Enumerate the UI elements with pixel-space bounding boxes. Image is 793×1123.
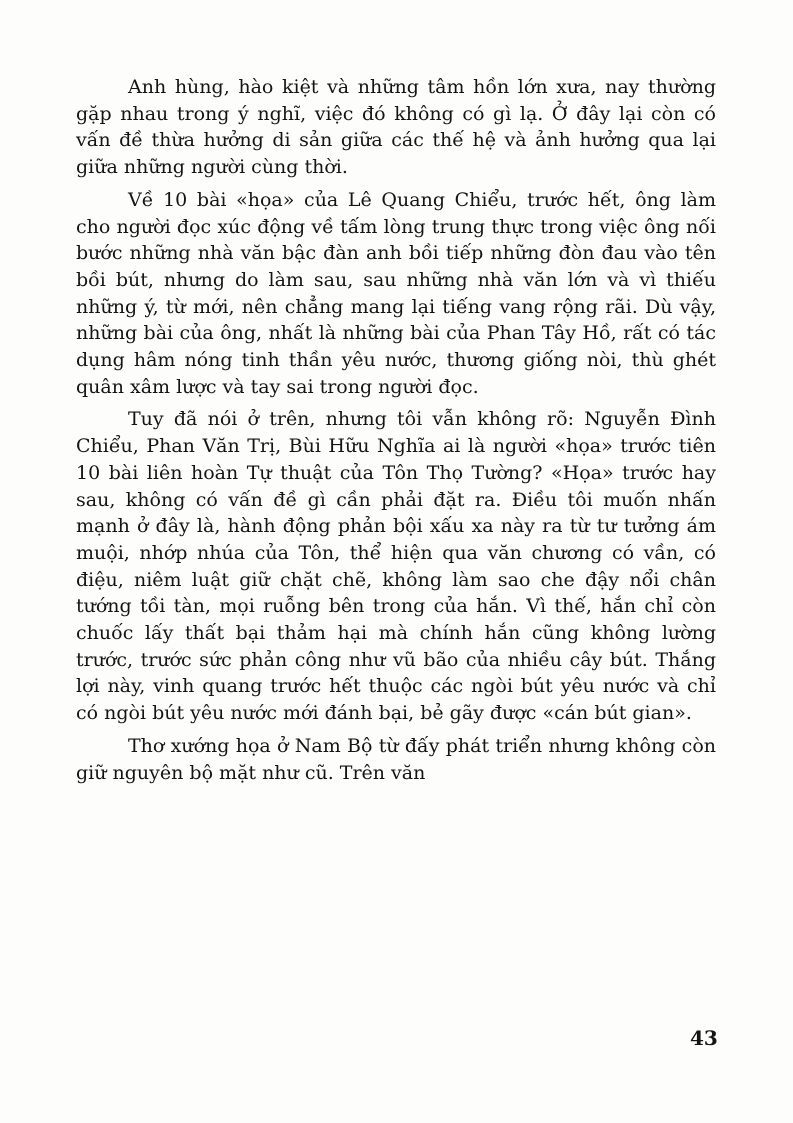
paragraph-3: Tuy đã nói ở trên, nhưng tôi vẫn không rõ: Nguyễn Đình Chiểu, Phan Văn Trị, Bùi Hữu Nghĩa ai là người «họa» trước tiên 10 bài liên hoàn Tự thuật của Tôn Thọ Tường? «Họa» trước hay sau, không có vấn đề gì cần phải đặt ra. Điều tôi muốn nhấn mạnh ở đây là, hành động phản bội xấu xa này ra từ tư tưởng ám muội, nhớp nhúa của Tôn, thể hiện qua văn chương có vần, có điệu, niêm luật giữ chặt chẽ, không làm sao che đậy nổi chân tướng tồi tàn, mọi ruỗng bên trong của hắn. Vì thế, hắn chỉ còn chuốc lấy thất bại thảm hại mà chính hắn cũng không lường trước, trước sức phản công như vũ bão của nhiều cây bút. Thắng lợi này, vinh quang trước hết thuộc các ngòi bút yêu nước và chỉ có ngòi bút yêu nước mới đánh bại, bẻ gãy được «cán bút gian».: [76, 408, 716, 725]
paragraph-4: Thơ xướng họa ở Nam Bộ từ đấy phát triển nhưng không còn giữ nguyên bộ mặt như cũ. Trên văn: [76, 734, 716, 784]
paragraph-1: Anh hùng, hào kiệt và những tâm hồn lớn xưa, nay thường gặp nhau trong ý nghĩ, việc đó không có gì lạ. Ở đây lại còn có vấn đề thừa hưởng di sản giữa các thế hệ và ảnh hưởng qua lại giữa những người cùng thời.: [76, 76, 716, 179]
paragraph-2: Về 10 bài «họa» của Lê Quang Chiểu, trước hết, ông làm cho người đọc xúc động về tấm lòng trung thực trong việc ông nối bước những nhà văn bậc đàn anh bồi tiếp những đòn đau vào tên bồi bút, nhưng do làm sau, sau những nhà văn lớn và vì thiếu những ý, từ mới, nên chẳng mang lại tiếng vang rộng rãi. Dù vậy, những bài của ông, nhất là những bài của Phan Tây Hồ, rất có tác dụng hâm nóng tinh thần yêu nước, thương giống nòi, thù ghét quân xâm lược và tay sai trong người đọc.: [76, 188, 716, 398]
page-number: 43: [690, 1026, 718, 1050]
body-text: [76, 74, 716, 786]
